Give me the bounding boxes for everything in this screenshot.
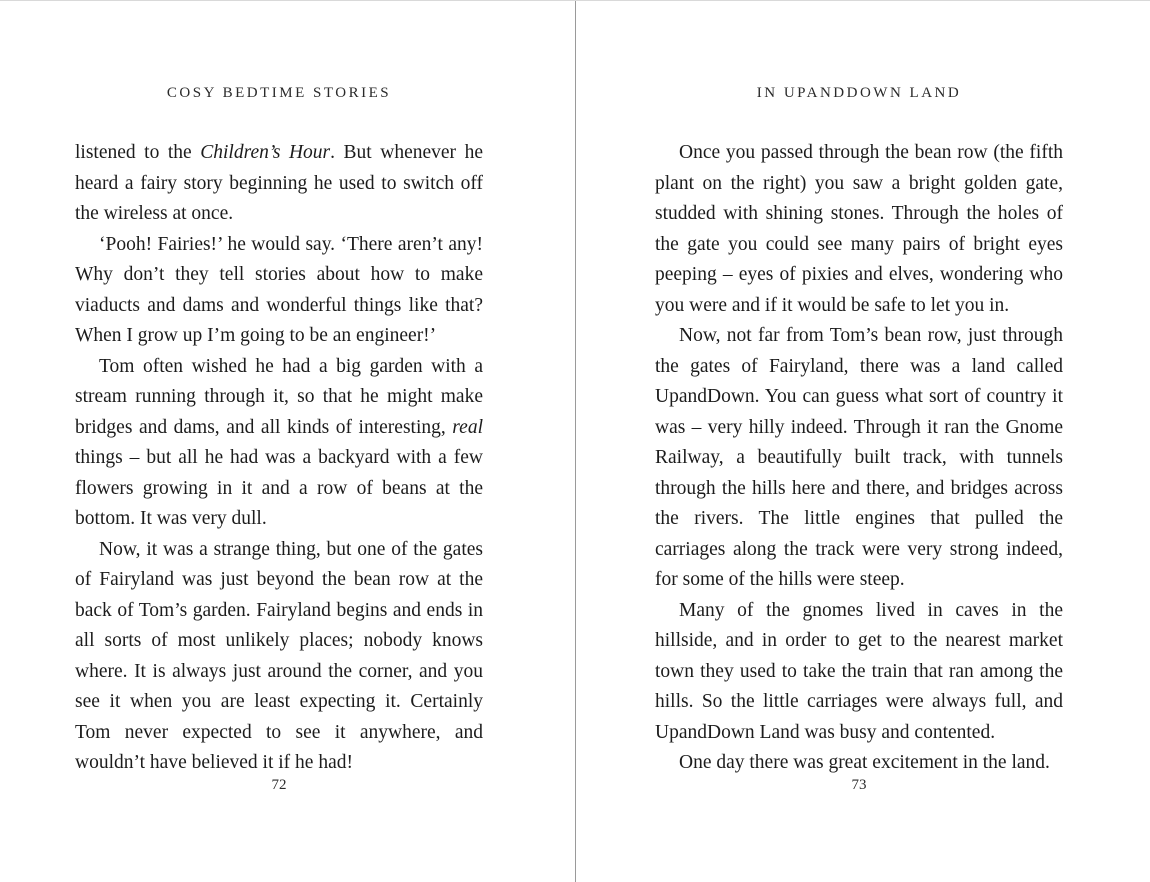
paragraph xyxy=(655,748,1063,779)
paragraph xyxy=(75,230,483,352)
page-right-content xyxy=(655,1,1063,882)
page-right xyxy=(575,1,1150,882)
text-run: ‘Pooh! Fairies!’ he would say. ‘There aren’t any! Why don’t they tell stories about how to make viaducts and dams and wonderful things like that? When I grow up I’m going to be an engineer!’ xyxy=(75,233,483,346)
text-run: One day there was great excitement in the land. xyxy=(679,752,1050,773)
page-left-text xyxy=(75,138,483,779)
text-run: Many of the gnomes lived in caves in the hillside, and in order to get to the nearest market town they used to take the train that ran among the hills. So the little carriages were always full, and UpandDown Land was busy and contented. xyxy=(655,599,1063,743)
paragraph xyxy=(75,535,483,779)
page-left-content xyxy=(75,1,483,882)
text-run: listened to the xyxy=(75,142,201,163)
text-run: Once you passed through the bean row (the fifth plant on the right) you saw a bright golden gate, studded with shining stones. Through the holes of the gate you could see many pairs of bright eyes peeping – eyes of pixies and elves, wondering who you were and if it would be safe to let you in. xyxy=(655,142,1063,316)
text-run: Now, not far from Tom’s bean row, just through the gates of Fairyland, there was a land called UpandDown. You can guess what sort of country it was – very hilly indeed. Through it ran the Gnome Railway, a beautifully built track, with tunnels through the hills here and there, and bridges across the rivers. The little engines that pulled the carriages along the track were very strong indeed, for some of the hills were steep. xyxy=(655,325,1063,590)
text-run: . But whenever he heard a fairy story beginning he used to switch off the wireless at once. xyxy=(75,142,483,224)
page-number-left: 72 xyxy=(271,777,287,793)
running-header-left: COSY BEDTIME STORIES xyxy=(166,85,392,101)
page-left xyxy=(0,1,575,882)
paragraph xyxy=(655,138,1063,321)
text-run: things – but all he had was a backyard with a few flowers growing in it and a row of beans at the bottom. It was very dull. xyxy=(75,447,483,529)
running-header-right: IN UPANDDOWN LAND xyxy=(756,85,962,101)
text-run: Now, it was a strange thing, but one of the gates of Fairyland was just beyond the bean row at the back of Tom’s garden. Fairyland begins and ends in all sorts of most unlikely places; nobody knows where. It is always just around the corner, and you see it when you are least expecting it. Certainly Tom never expected to see it anywhere, and wouldn’t have believed it if he had! xyxy=(75,538,483,773)
paragraph xyxy=(75,352,483,535)
page-right-text xyxy=(655,138,1063,779)
italic-text-run: Children’s Hour xyxy=(200,142,331,163)
paragraph xyxy=(655,596,1063,749)
paragraph xyxy=(655,321,1063,596)
text-run: Tom often wished he had a big garden with a stream running through it, so that he might make bridges and dams, and all kinds of interesting, xyxy=(75,355,483,438)
page-number-right: 73 xyxy=(851,777,867,793)
italic-text-run: real xyxy=(452,416,483,438)
paragraph xyxy=(75,138,483,230)
